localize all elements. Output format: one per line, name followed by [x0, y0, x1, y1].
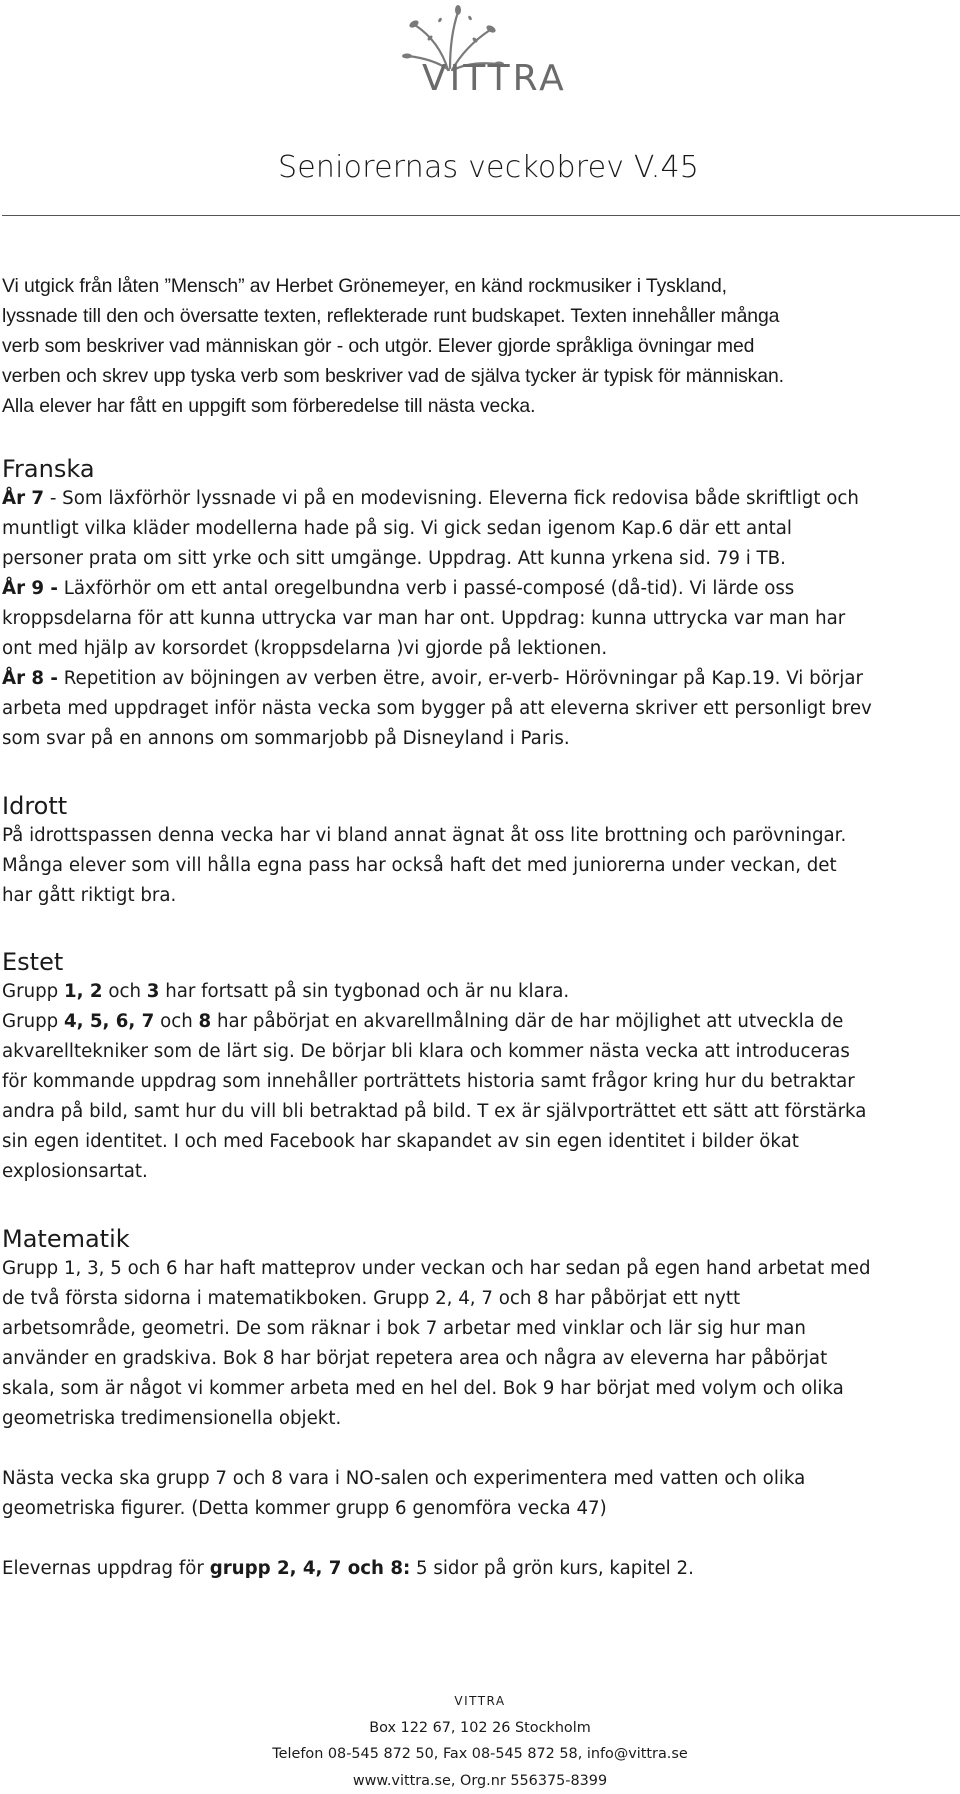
idrott-line: På idrottspassen denna vecka har vi bland annat ägnat åt oss lite brottning och parövningar.: [2, 821, 957, 851]
estet-line: för kommande uppdrag som innehåller porträttets historia samt frågor kring hur du betraktar: [2, 1067, 957, 1097]
estet-line: akvarelltekniker som de lärt sig. De börjar bli klara och kommer nästa vecka att introduceras: [2, 1037, 957, 1067]
franska-section: [2, 484, 957, 754]
intro-line: verben och skrev upp tyska verb som beskriver vad de själva tycker är typisk för människan.: [2, 361, 957, 391]
estet-line: sin egen identitet. I och med Facebook har skapandet av sin egen identitet i bilder ökat: [2, 1127, 957, 1157]
estet-line: Grupp 4, 5, 6, 7 och 8 har påbörjat en akvarellmålning där de har möjlighet att utveckla de: [2, 1007, 957, 1037]
idrott-line: har gått riktigt bra.: [2, 881, 957, 911]
matematik-line: arbetsområde, geometri. De som räknar i bok 7 arbetar med vinklar och lär sig hur man: [2, 1314, 957, 1344]
footer-contact: Telefon 08-545 872 50, Fax 08-545 872 58, info@vittra.se: [0, 1741, 960, 1768]
footer-brand: VITTRA: [0, 1688, 960, 1715]
idrott-section: [2, 821, 957, 911]
estet-section: [2, 977, 957, 1187]
franska-line: kroppsdelarna för att kunna uttrycka var man har ont. Uppdrag: kunna uttrycka var man har: [2, 604, 957, 634]
intro-line: Alla elever har fått en uppgift som förberedelse till nästa vecka.: [2, 391, 957, 421]
section-heading-estet: Estet: [2, 947, 957, 977]
page-title: Seniorernas veckobrev V.45: [278, 150, 699, 186]
franska-line: muntligt vilka kläder modellerna hade på sig. Vi gick sedan igenom Kap.6 där ett antal: [2, 514, 957, 544]
matematik-line: de två första sidorna i matematikboken. Grupp 2, 4, 7 och 8 har påbörjat ett nytt: [2, 1284, 957, 1314]
franska-ar7-line: År 7 - Som läxförhör lyssnade vi på en modevisning. Eleverna fick redovisa både skriftligt och: [2, 484, 957, 514]
logo-wordmark: VITTRA: [422, 58, 567, 99]
section-heading-franska: Franska: [2, 454, 957, 484]
matematik-line: Grupp 1, 3, 5 och 6 har haft matteprov under veckan och har sedan på egen hand arbetat med: [2, 1254, 957, 1284]
franska-line: som svar på en annons om sommarjobb på Disneyland i Paris.: [2, 724, 957, 754]
ar8-label: År 8 -: [2, 668, 58, 689]
intro-line: lyssnade till den och översatte texten, reflekterade runt budskapet. Texten innehåller många: [2, 301, 957, 331]
matematik-line: geometriska figurer. (Detta kommer grupp 6 genomföra vecka 47): [2, 1494, 957, 1524]
section-heading-matematik: Matematik: [2, 1224, 957, 1254]
franska-ar9-line: År 9 - Läxförhör om ett antal oregelbundna verb i passé-composé (då-tid). Vi lärde oss: [2, 574, 957, 604]
franska-line: personer prata om sitt yrke och sitt umgänge. Uppdrag. Att kunna yrkena sid. 79 i TB.: [2, 544, 957, 574]
estet-line: andra på bild, samt hur du vill bli betraktad på bild. T ex är självporträttet ett sätt att förstärka: [2, 1097, 957, 1127]
section-heading-idrott: Idrott: [2, 791, 957, 821]
intro-paragraph: [2, 271, 957, 421]
page-footer: [0, 1688, 960, 1794]
footer-web: www.vittra.se, Org.nr 556375-8399: [0, 1768, 960, 1794]
estet-line: Grupp 1, 2 och 3 har fortsatt på sin tygbonad och är nu klara.: [2, 977, 957, 1007]
franska-line: ont med hjälp av korsordet (kroppsdelarna )vi gjorde på lektionen.: [2, 634, 957, 664]
title-divider: [2, 215, 960, 216]
estet-line: explosionsartat.: [2, 1157, 957, 1187]
vittra-logo: [370, 0, 590, 110]
matematik-assignment: Elevernas uppdrag för grupp 2, 4, 7 och 8: 5 sidor på grön kurs, kapitel 2.: [2, 1554, 957, 1584]
ar9-label: År 9 -: [2, 578, 58, 599]
matematik-line: geometriska tredimensionella objekt.: [2, 1404, 957, 1434]
intro-line: verb som beskriver vad människan gör - och utgör. Elever gjorde språkliga övningar med: [2, 331, 957, 361]
intro-line: Vi utgick från låten ”Mensch” av Herbet Grönemeyer, en känd rockmusiker i Tyskland,: [2, 271, 957, 301]
letter-body: [2, 271, 957, 1584]
idrott-line: Många elever som vill hålla egna pass har också haft det med juniorerna under veckan, det: [2, 851, 957, 881]
matematik-line: använder en gradskiva. Bok 8 har börjat repetera area och några av eleverna har påbörjat: [2, 1344, 957, 1374]
footer-address: Box 122 67, 102 26 Stockholm: [0, 1715, 960, 1742]
matematik-line: skala, som är något vi kommer arbeta med en hel del. Bok 9 har börjat med volym och olika: [2, 1374, 957, 1404]
franska-ar8-line: År 8 - Repetition av böjningen av verben ëtre, avoir, er-verb- Hörövningar på Kap.19. Vi börjar: [2, 664, 957, 694]
franska-line: arbeta med uppdraget inför nästa vecka som bygger på att eleverna skriver ett personligt brev: [2, 694, 957, 724]
matematik-section: [2, 1254, 957, 1584]
ar7-label: År 7: [2, 488, 44, 509]
matematik-line: Nästa vecka ska grupp 7 och 8 vara i NO-salen och experimentera med vatten och olika: [2, 1464, 957, 1494]
